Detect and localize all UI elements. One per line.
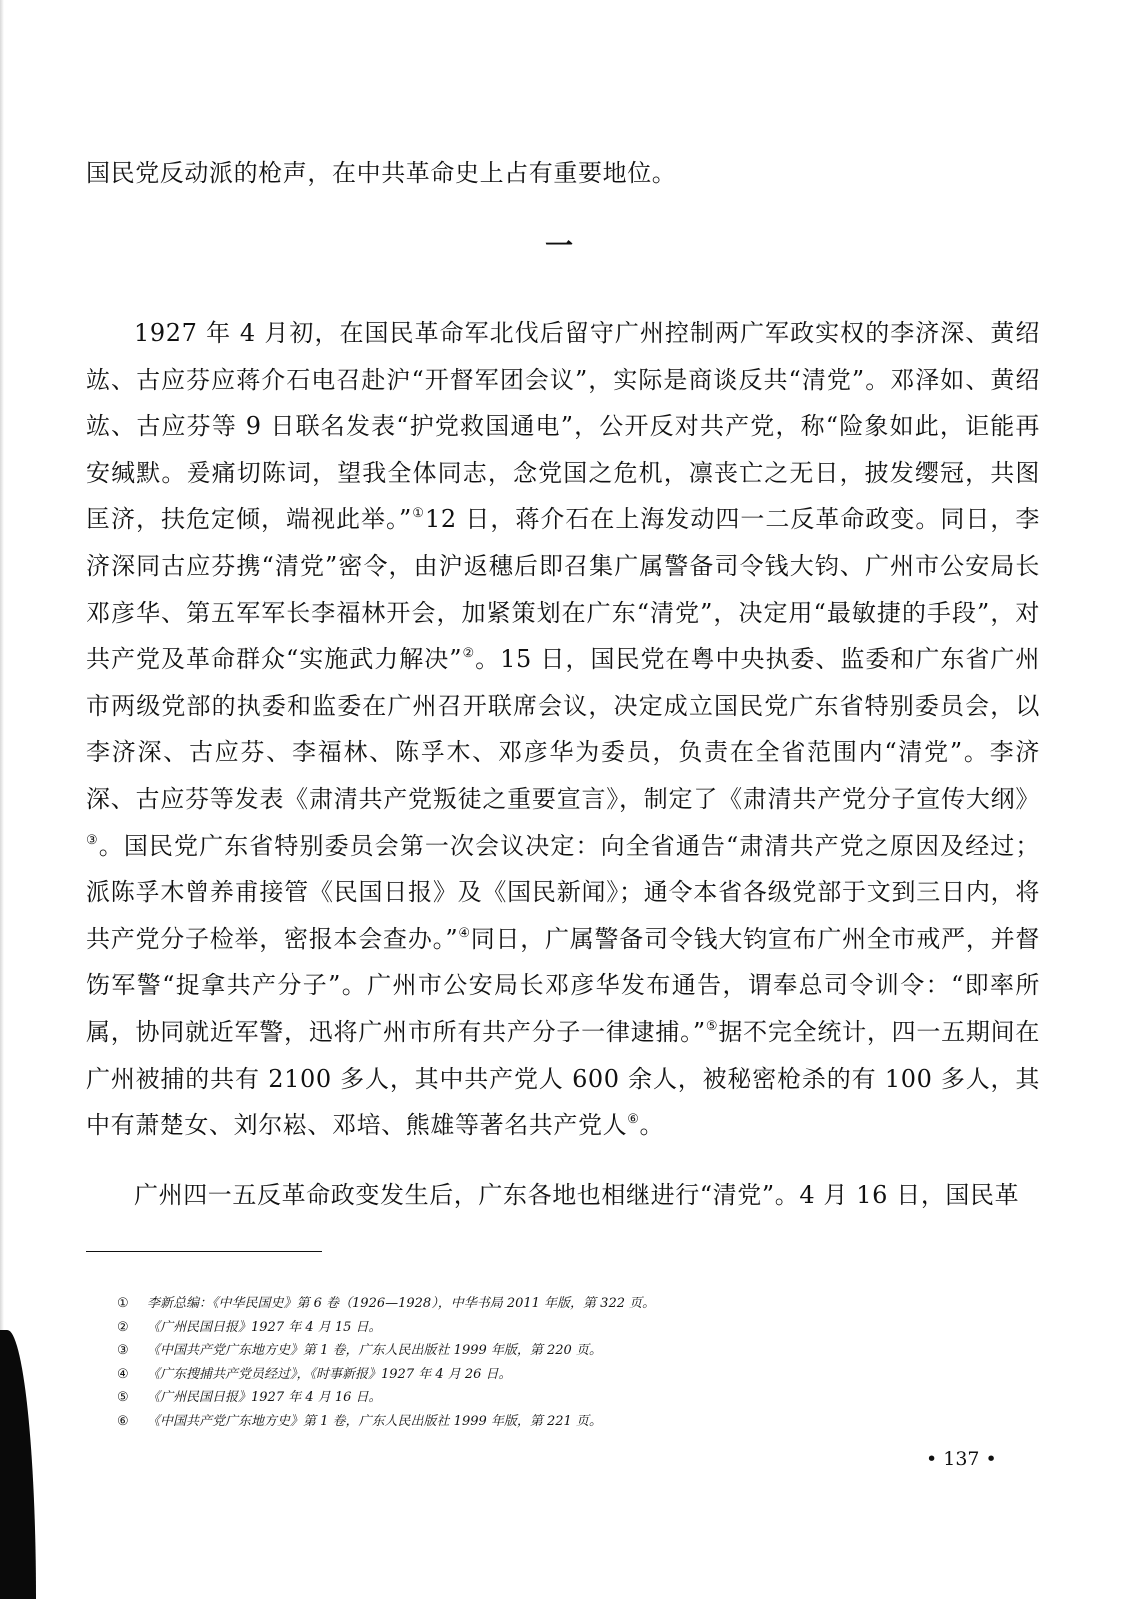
paragraph-segment: 。15 日，国民党在粤中央执委、监委和广东省广州市两级党部的执委和监委在广州召开联席会议，决定成立国民党广东省特别委员会，以李济深、古应芬、李福林、陈孚木、邓彦华为委员，负责在全省范围内“清党”。李济深、古应芬等发表《肃清共产党叛徒之重要宣言》，制定了《肃清共产党分子宣传大纲》 — [86, 645, 1040, 813]
footnote-text: 《广东搜捕共产党员经过》，《时事新报》1927 年 4 月 26 日。 — [147, 1366, 512, 1382]
footnote-text: 《中国共产党广东地方史》第 1 卷，广东人民出版社 1999 年版，第 221 页。 — [147, 1413, 602, 1429]
paragraph-segment: 12 日，蒋介石在上海发动四一二反革命政变。同日，李济深同古应芬携“清党”密令，由沪返穗后即召集广属警备司令钱大钧、广州市公安局长邓彦华、第五军军长李福林开会，加紧策划在广东“清党”，决定用“最敏捷的手段”，对共产党及革命群众“实施武力解决” — [86, 505, 1040, 674]
footnote-mark: ③ — [117, 1343, 129, 1359]
scan-shadow — [0, 1330, 36, 1599]
section-number: 一 — [545, 229, 574, 262]
footnote-item — [117, 1363, 1017, 1387]
footnote-reference: ⑥ — [627, 1112, 640, 1128]
footnote-reference: ② — [462, 646, 476, 662]
footnote-reference: ⑤ — [705, 1018, 719, 1034]
footnote-list — [117, 1292, 1017, 1434]
footnote-mark: ② — [117, 1319, 129, 1335]
footnote-text: 《广州民国日报》1927 年 4 月 15 日。 — [147, 1319, 382, 1335]
footnote-reference: ④ — [458, 925, 471, 941]
footnote-mark: ① — [117, 1296, 129, 1311]
footnote-text: 李新总编：《中华民国史》第 6 卷（1926—1928），中华书局 2011 年版，第 322 页。 — [147, 1296, 656, 1311]
footnote-reference: ① — [411, 506, 425, 522]
page-binding-edge — [0, 0, 4, 1330]
second-paragraph: 广州四一五反革命政变发生后，广东各地也相继进行“清党”。4 月 16 日，国民革 — [134, 1181, 1020, 1209]
footnote-item — [117, 1339, 1017, 1363]
footnote-text: 《中国共产党广东地方史》第 1 卷，广东人民出版社 1999 年版，第 220 页。 — [147, 1343, 602, 1359]
paragraph-segment: 据不完全统计，四一五期间在广州被捕的共有 2100 多人，其中共产党人 600 余人，被秘密枪杀的有 100 多人，其中有萧楚女、刘尔崧、邓培、熊雄等著名共产党人 — [86, 1017, 1040, 1140]
paragraph-segment: 同日，广属警备司令钱大钧宣布广州全市戒严，并督饬军警“捉拿共产分子”。广州市公安局长邓彦华发布通告，谓奉总司令训令：“即率所属，协同就近军警，迅将广州市所有共产分子一律逮捕。” — [86, 924, 1040, 1046]
main-paragraph — [86, 310, 1040, 1149]
footnote-item — [117, 1386, 1017, 1410]
footnote-mark: ④ — [117, 1366, 129, 1382]
paragraph-segment: 。国民党广东省特别委员会第一次会议决定：向全省通告“肃清共产党之原因及经过；派陈孚木曾养甫接管《民国日报》及《国民新闻》；通令本省各级党部于文到三日内，将共产党分子检举，密报本会查办。” — [86, 831, 1040, 953]
footnote-mark: ⑤ — [117, 1390, 129, 1406]
footnote-item — [117, 1410, 1017, 1434]
paragraph-segment: 。 — [639, 1111, 665, 1140]
page-number: • 137 • — [926, 1448, 997, 1470]
footnote-mark: ⑥ — [117, 1413, 129, 1429]
paragraph-segment: 1927 年 4 月初，在国民革命军北伐后留守广州控制两广军政实权的李济深、黄绍竑、古应芬应蒋介石电召赴沪“开督军团会议”，实际是商谈反共“清党”。邓泽如、黄绍竑、古应芬等 9 日联名发表“护党救国通电”，公开反对共产党，称“险象如此，讵能再安缄默。爰痛切陈词，望我全体同志，念党国之危机，凛丧亡之无日，披发缨冠，共图匡济，扶危定倾，端视此举。” — [86, 319, 1040, 534]
footnote-separator — [86, 1251, 322, 1252]
footnote-text: 《广州民国日报》1927 年 4 月 16 日。 — [147, 1390, 382, 1406]
footnote-reference: ③ — [86, 832, 99, 848]
footnote-item — [117, 1316, 1017, 1340]
continued-paragraph: 国民党反动派的枪声，在中共革命史上占有重要地位。 — [86, 159, 677, 187]
footnote-item — [117, 1292, 1017, 1316]
